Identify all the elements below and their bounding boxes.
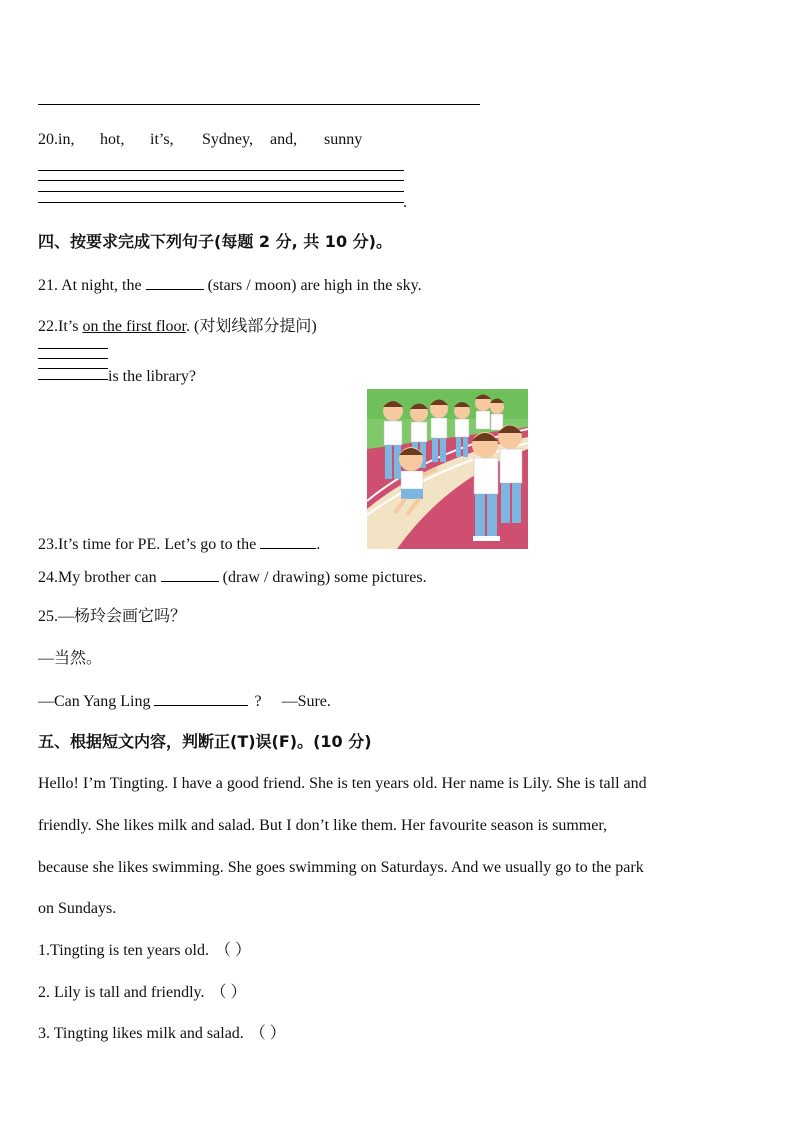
answer-blank-q25[interactable] [154, 691, 248, 706]
question-25 [38, 607, 186, 627]
question-23-text: It’s time for PE. Let’s go to the [58, 536, 261, 553]
question-24-text-before: My brother can [58, 569, 161, 586]
question-25-en-mid: ? [254, 693, 262, 710]
q20-word: Sydney, [202, 131, 253, 148]
question-22-text-after: . (对划线部分提问) [186, 318, 317, 335]
answer-line-q20[interactable] [38, 180, 404, 181]
question-25-en [38, 691, 331, 712]
answer-blank-q24[interactable] [161, 567, 219, 582]
question-25-number: 25. [38, 608, 58, 625]
question-21-text-after: (stars / moon) are high in the sky. [203, 277, 422, 294]
question-23 [38, 534, 320, 555]
answer-line-q20[interactable] [38, 191, 404, 192]
answer-line-q20[interactable] [38, 202, 404, 203]
question-22-number: 22. [38, 318, 58, 335]
statement-2-text: 2. Lily is tall and friendly. [38, 984, 205, 1001]
question-22-text-before: It’s [58, 318, 83, 335]
answer-paren-1[interactable]: （ ） [214, 942, 251, 959]
question-25-cn-answer: —当然。 [38, 650, 103, 667]
answer-line-q19 [38, 104, 480, 105]
q20-word: in, [58, 131, 75, 148]
q20-word: it’s, [150, 131, 174, 148]
section-5-heading: 五、根据短文内容，判断正(T)误(F)。(10 分) [38, 732, 372, 751]
question-22-underlined-text: on the first floor [82, 318, 186, 335]
passage-line: because she likes swimming. She goes swimming on Saturdays. And we usually go to the park [38, 859, 644, 876]
statement-2 [38, 983, 247, 1003]
answer-line-q20[interactable] [38, 170, 404, 171]
question-24-text-after: (draw / drawing) some pictures. [218, 569, 427, 586]
question-22-answer-tail: is the library? [108, 368, 196, 385]
playground-illustration-svg [367, 389, 528, 549]
passage-line: friendly. She likes milk and salad. But I don’t like them. Her favourite season is summer, [38, 817, 608, 834]
question-23-end: . [316, 536, 321, 553]
question-20-number: 20. [38, 131, 58, 148]
question-21 [38, 275, 422, 296]
answer-blank-q23[interactable] [260, 534, 316, 549]
question-22 [38, 317, 317, 337]
question-24-number: 24. [38, 569, 58, 586]
answer-line-q22[interactable] [38, 379, 108, 380]
question-21-number: 21 [38, 277, 54, 294]
question-23-number: 23. [38, 536, 58, 553]
statement-1 [38, 941, 251, 961]
answer-line-q22[interactable] [38, 368, 108, 369]
question-25-en-before: —Can Yang Ling [38, 693, 155, 710]
answer-paren-2[interactable]: （ ） [210, 984, 247, 1001]
statement-1-text: 1.Tingting is ten years old. [38, 942, 209, 959]
answer-line-q22[interactable] [38, 348, 108, 349]
q20-word: sunny [324, 131, 363, 148]
question-21-text-before: . At night, the [54, 277, 146, 294]
question-24 [38, 567, 427, 588]
statement-3 [38, 1024, 286, 1044]
passage-line: on Sundays. [38, 900, 117, 917]
question-20 [38, 130, 362, 150]
q20-end-period: . [403, 194, 407, 211]
question-25-cn-question: —杨玲会画它吗？ [58, 608, 187, 625]
section-4-heading: 四、按要求完成下列句子(每题 2 分, 共 10 分)。 [38, 232, 392, 251]
q20-word: hot, [100, 131, 125, 148]
statement-3-text: 3. Tingting likes milk and salad. [38, 1025, 244, 1042]
q20-word: and, [270, 131, 298, 148]
playground-illustration [367, 389, 528, 549]
answer-blank-q21[interactable] [146, 275, 204, 290]
answer-paren-3[interactable]: （ ） [249, 1025, 286, 1042]
passage-line: Hello! I’m Tingting. I have a good friend. She is ten years old. Her name is Lily. She is tall and [38, 775, 647, 792]
answer-line-q22[interactable] [38, 358, 108, 359]
question-25-en-answer: —Sure. [281, 693, 331, 710]
